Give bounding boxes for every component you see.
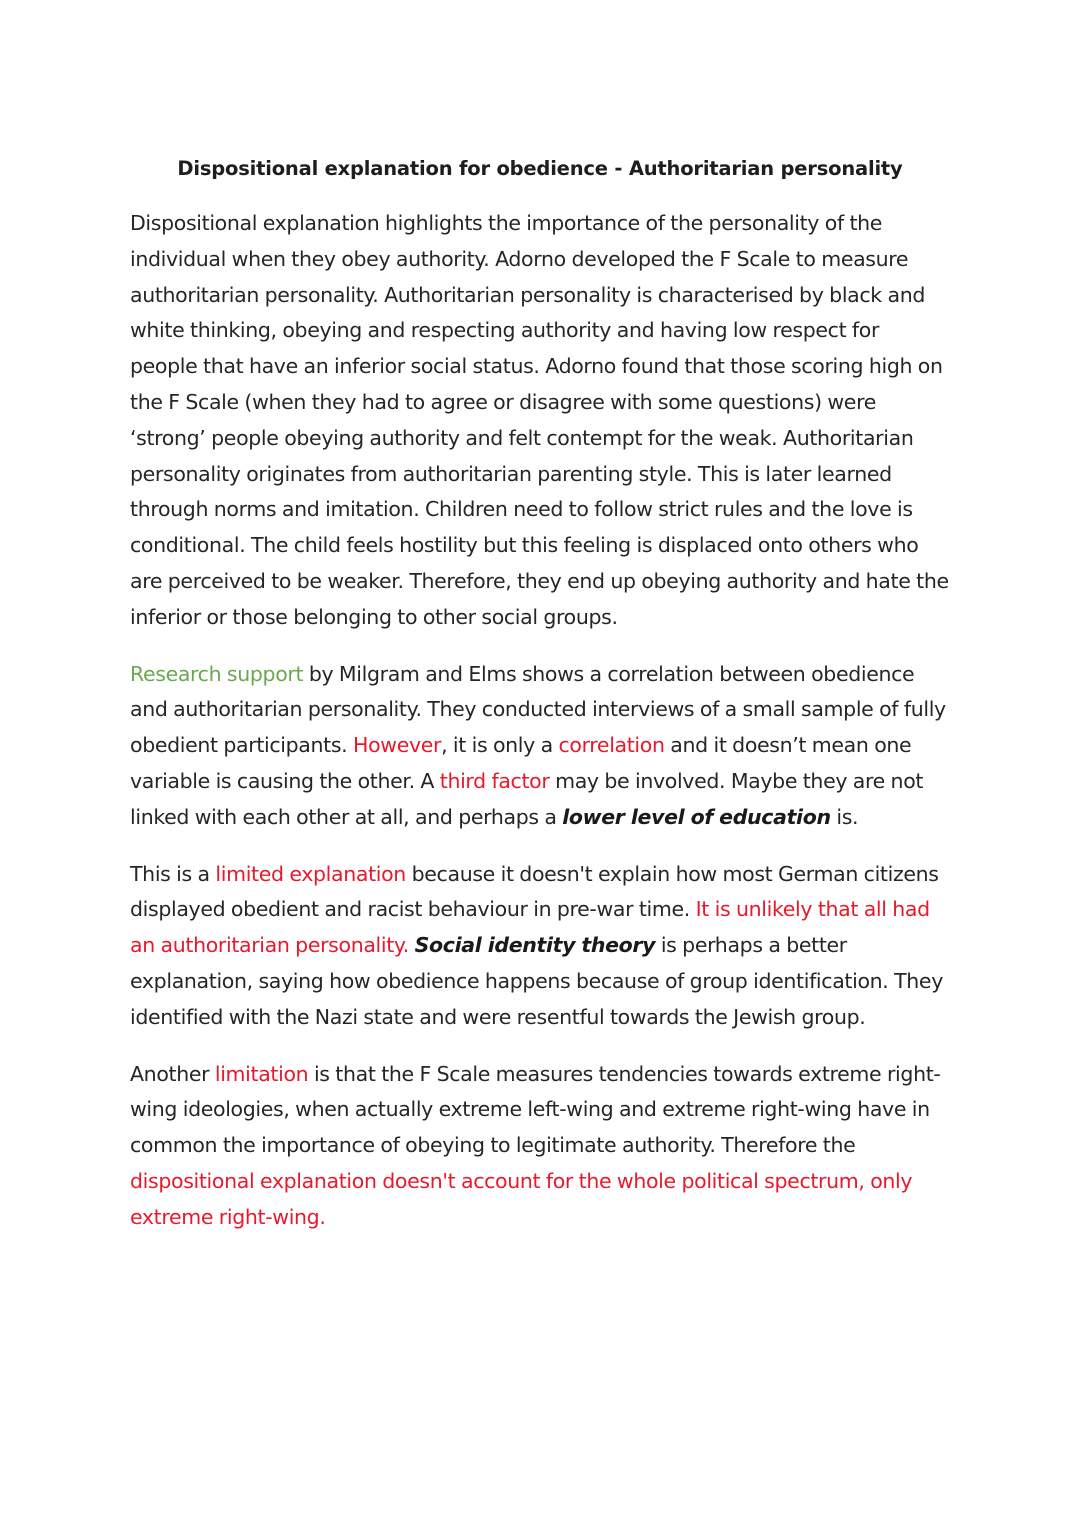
paragraph-text: , it is only a [441,733,559,758]
paragraph-research-support [130,657,950,836]
paragraph-text: This is a [130,861,216,886]
highlight-research-support: Research support [130,661,304,686]
paragraph-dispositional-explanation [130,206,950,636]
emphasis-lower-level-of-education: lower level of education [562,804,831,829]
highlight-political-spectrum: dispositional explanation doesn't account for the whole political spectrum, only extreme right-wing. [130,1168,913,1229]
highlight-limitation: limitation [214,1061,309,1086]
highlight-third-factor: third factor [439,768,550,793]
paragraph-text: is. [830,804,859,829]
paragraph-text: Another [130,1061,215,1086]
highlight-correlation: correlation [558,733,665,758]
highlight-however: However [353,733,442,758]
paragraph-text: because it doesn't explain how most German citizens displayed obedient and racist behaviour in pre-war time. [130,861,939,922]
highlight-limited-explanation: limited explanation [215,861,406,886]
paragraph-text: Dispositional explanation highlights the importance of the personality of the individual when they obey authority. Adorno developed the F Scale to measure authoritarian personality. Authoritarian personality is characterised by black and white thinking, obeying and respecting authority and having low respect for people that have an inferior social status. Adorno found that those scoring high on the F Scale (when they had to agree or disagree with some questions) were ‘strong’ people obeying authority and felt contempt for the weak. Authoritarian personality originates from authoritarian parenting style. This is later learned through norms and imitation. Children need to follow strict rules and the love is conditional. The child feels hostility but this feeling is displaced onto others who are perceived to be weaker. Therefore, they end up obeying authority and hate the inferior or those belonging to other social groups. [130,211,949,629]
paragraph-text: is perhaps a better explanation, saying how obedience happens because of group identification. They identified with the Nazi state and were resentful towards the Jewish group. [130,933,943,1029]
document-title: Dispositional explanation for obedience - Authoritarian personality [177,157,903,180]
paragraph-another-limitation [130,1057,950,1236]
document-page [130,154,950,1257]
paragraph-limited-explanation [130,857,950,1036]
paragraph-text: may be involved. Maybe they are not linked with each other at all, and perhaps a [130,768,924,829]
highlight-unlikely-authoritarian: It is unlikely that all had an authoritarian personality. [130,897,930,958]
paragraph-text: by Milgram and Elms shows a correlation between obedience and authoritarian personality. They conducted interviews of a small sample of fully obedient participants. [130,661,946,758]
paragraph-text: is that the F Scale measures tendencies towards extreme right-wing ideologies, when actually extreme left-wing and extreme right-wing have in common the importance of obeying to legitimate authority. Therefore the [130,1061,941,1158]
paragraph-text: and it doesn’t mean one variable is causing the other. A [130,733,912,793]
emphasis-social-identity-theory: Social identity theory [414,933,656,958]
